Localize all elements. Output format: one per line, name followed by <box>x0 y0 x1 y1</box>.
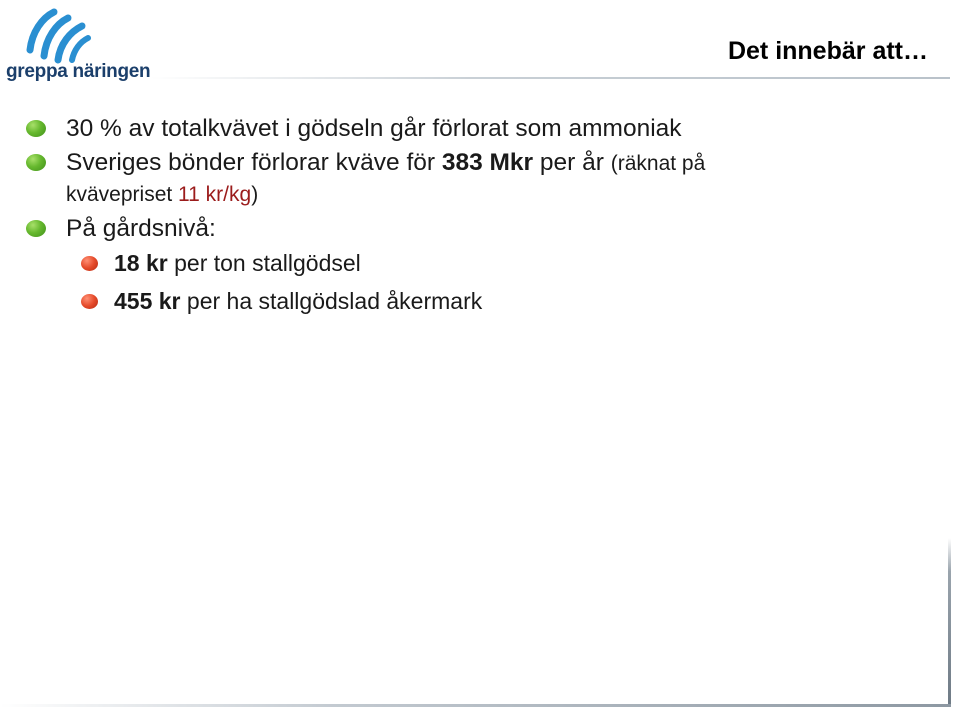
frame-line-bottom <box>0 704 951 707</box>
logo-text: greppa näringen <box>6 61 151 82</box>
bullet-text-note: (räknat på <box>610 152 706 175</box>
red-bullet-icon <box>81 256 98 271</box>
sub-bullet-amount: 18 kr <box>114 250 168 276</box>
bullet-item <box>24 214 924 244</box>
bullet-text: 30 % av totalkvävet i gödseln går förlorat som ammoniak <box>66 115 682 142</box>
slide-title: Det innebär att… <box>727 37 928 65</box>
greppa-logo-icon <box>24 6 94 64</box>
green-bullet-icon <box>26 120 46 137</box>
green-bullet-icon <box>26 220 46 237</box>
bullet-text-pre: Sveriges bönder förlorar kväve för <box>66 149 442 176</box>
bullet-text: På gårdsnivå: <box>66 215 216 242</box>
red-bullet-icon <box>81 294 98 309</box>
sub-bullet-amount: 455 kr <box>114 288 181 314</box>
sub-bullet-text: per ha stallgödslad åkermark <box>180 288 483 314</box>
green-bullet-icon <box>26 154 46 171</box>
bullet-list <box>24 114 924 324</box>
bullet-item <box>24 148 924 210</box>
title-divider <box>150 77 950 79</box>
sub-bullet-text: per ton stallgödsel <box>167 250 361 276</box>
bullet-text-post: per år <box>533 149 611 176</box>
bullet-text-amount: 383 Mkr <box>441 149 534 176</box>
bullet-text-line2: kvävepriset <box>66 183 179 206</box>
sub-bullet-item <box>24 248 924 279</box>
logo <box>6 6 156 84</box>
bullet-text-line2-end: ) <box>251 183 259 206</box>
nitrogen-price: 11 kr/kg <box>178 183 252 206</box>
sub-bullet-item <box>24 286 924 317</box>
frame-line-right <box>948 538 951 706</box>
bullet-item <box>24 114 924 144</box>
